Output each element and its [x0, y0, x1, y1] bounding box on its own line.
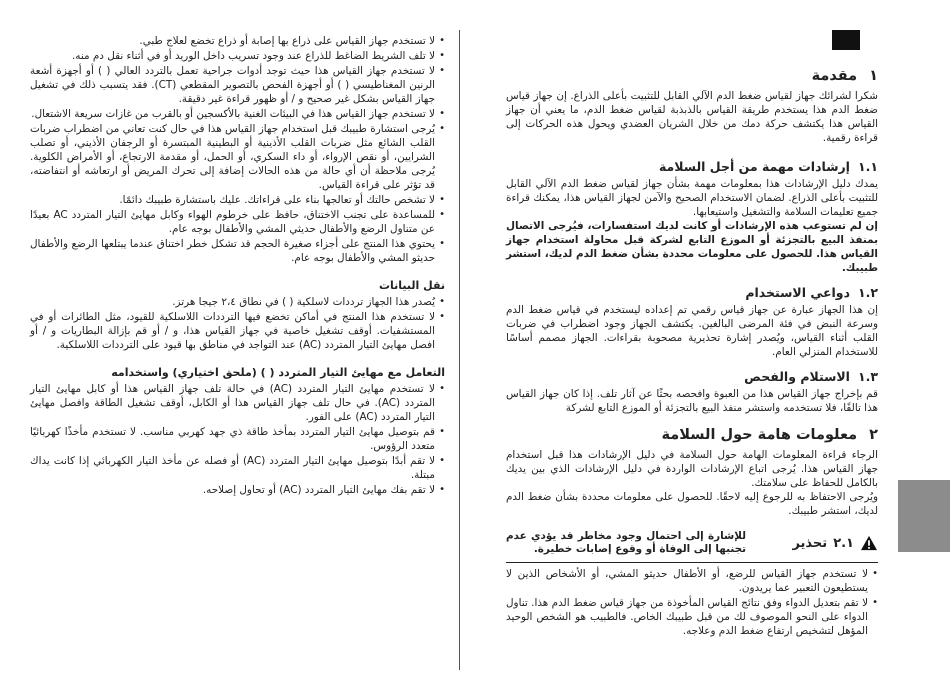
- intro-heading: [506, 68, 878, 84]
- safety-instructions-heading: [506, 159, 878, 174]
- left-column: [30, 34, 445, 498]
- warning-list-item: • لا تستخدم جهاز القياس للرضع، أو الأطفال حديثو المشي، أو الأشخاص الذين لا يستطيعون التعبير عما يريدون.: [506, 567, 878, 595]
- safety-list-item: • لا تشخص حالتك أو تعالجها بناء على قراءاتك. عليك باستشارة طبيبك دائمًا.: [30, 193, 445, 207]
- safety-instructions-number: ١.١: [857, 159, 878, 174]
- intro-body: شكرا لشرائك جهاز لقياس ضغط الدم الآلي القابل للتثبيت بأعلى الذراع. إن جهاز قياس ضغط الدم هذا يستخدم طريقة القياس بالذبذبة لقياس ضغط الدم، ما يعني أن جهاز القياس هذا يكتشف حركة دمك من خلال الشريان العضدي ويحول هذه الحركات إلى قراءة رقمية.: [506, 90, 878, 144]
- ac-adapter-list: [30, 382, 445, 497]
- ac-adapter-heading: التعامل مع مهايئ التيار المتردد ( ) (ملحق اختياري) واستخدامه: [111, 366, 445, 379]
- warning-list-item: • لا تقم بتعديل الدواء وفق نتائج القياس المأخوذة من جهاز قياس ضغط الدم هذا. تناول الدواء على النحو الموصوف لك من قبل طبيبك الخاص. فالطبيب هو الشخص الوحيد المؤهل لتشخيص ارتفاع ضغط الدم وعلاجه.: [506, 596, 878, 638]
- ac-adapter-item: • لا تستخدم مهايئ التيار المتردد (AC) في حالة تلف جهاز القياس هذا أو كابل مهايئ التيار المتردد (AC). في حال تلف جهاز القياس هذا أو الكابل، أوقف تشغيل الطاقة وافصل مهايئ التيار المتردد (AC) على الفور.: [30, 382, 445, 424]
- important-safety-body-1: الرجاء قراءة المعلومات الهامة حول السلامة في دليل الإرشادات هذا قبل استخدام جهاز القياس هذا. يُرجى اتباع الإرشادات الواردة في دليل الإرشادات الذي بين يديك بالكامل للحفاظ على سلامتك.: [506, 449, 878, 489]
- safety-instructions-body: يمدك دليل الإرشادات هذا بمعلومات مهمة بشأن جهاز لقياس ضغط الدم الآلي القابل للتثبيت بأعلى الذراع. لضمان الاستخدام الصحيح والآمن لجهاز القياس هذا، يمكنك قراءة جميع تعليمات السلامة والتشغيل واستيعابها.: [506, 178, 878, 218]
- intended-use-title: دواعي الاستخدام: [745, 285, 850, 300]
- intended-use-body: إن هذا الجهاز عبارة عن جهاز قياس رقمي تم إعداده ليستخدم في قياس ضغط الدم وسرعة النبض في فئة المرضى البالغين. يكتشف الجهاز وجود اضطراب في ضربات القلب أثناء القياس، ويُصدر إشارة تحذيرية مصحوبة بقراءات. الجهاز مصمم أساسًا للاستخدام المنزلي العام.: [506, 304, 878, 358]
- safety-list-item: • لا تستخدم جهاز القياس هذا حيث توجد أدوات جراحية تعمل بالتردد العالي ( ) أو أجهزة أشعة الرنين المغناطيسي ( ) أو أجهزة الفحص بالتصوير المقطعي (CT). فقد يتسبب ذلك في تشغيل جهاز القياس بشكل غير صحيح و / أو ظهور قراءة غير دقيقة.: [30, 64, 445, 106]
- intro-title: مقدمة: [811, 68, 858, 84]
- safety-list-item: • يحتوي هذا المنتج على أجزاء صغيرة الحجم قد تشكل خطر اختناق عندما يبتلعها الرضع والأطفال حديثو المشي والأطفال بوجه عام.: [30, 237, 445, 265]
- intended-use-number: ١.٢: [857, 285, 878, 300]
- safety-list-item: • لا تستخدم جهاز القياس على ذراع بها إصابة أو ذراع تخضع لعلاج طبي.: [30, 34, 445, 48]
- receipt-heading: [506, 369, 878, 384]
- receipt-title: الاستلام والفحص: [744, 369, 850, 384]
- important-safety-heading: [506, 427, 878, 443]
- data-transfer-heading: نقل البيانات: [378, 279, 445, 292]
- section-side-tab: [898, 480, 950, 552]
- warning-title: تحذير: [792, 535, 828, 551]
- warning-triangle-icon: [860, 535, 878, 551]
- ac-adapter-item: • لا تقم بفك مهايئ التيار المتردد (AC) أو تحاول إصلاحه.: [30, 483, 445, 497]
- warning-box: [506, 526, 878, 563]
- important-safety-number: ٢: [869, 427, 878, 443]
- right-column: [506, 34, 878, 639]
- important-safety-body-2: ويُرجى الاحتفاظ به للرجوع إليه لاحقًا. للحصول على معلومات محددة بشأن ضغط الدم لديك، استشر طبيبك.: [506, 491, 878, 517]
- safety-list-item: • يُرجى استشارة طبيبك قبل استخدام جهاز القياس هذا في حال كنت تعاني من اضطراب ضربات القلب الشائع مثل ضربات القلب الأذينية أو البطينية المبتسرة أو الرجفان الأذيني، أو تصلب الشرايين، أو نقص الإرواء، أو داء السكري، أو الحمل، أو مقدمة الارتجاع، أو الأمراض الكلوية. يُرجى ملاحظة أن أي حالة من هذه الحالات إضافة إلى تحرك المريض أو ارتعاشه أو انتفاضته، قد تؤثر على قراءة القياس.: [30, 122, 445, 192]
- intended-use-heading: [506, 285, 878, 300]
- safety-list-item: • للمساعدة على تجنب الاختناق، حافظ على خرطوم الهواء وكابل مهايئ التيار المتردد AC بعيدًا عن متناول الرضع والأطفال حديثي المشي والأطفال بوجه عام.: [30, 208, 445, 236]
- safety-instructions-bold: إن لم تستوعب هذه الإرشادات أو كانت لديك استفسارات، فيُرجى الاتصال بمنفذ البيع بالتجزئة أو الموزع التابع لشركة قبل محاولة استخدام جهاز القياس هذا. للحصول على معلومات محددة بشأن ضغط الدم لديك، استشر طبيبك.: [506, 220, 878, 274]
- data-transfer-item: • يُصدر هذا الجهاز ترددات لاسلكية ( ) في نطاق ٢،٤ جيجا هرتز.: [30, 295, 445, 309]
- warning-list: [506, 567, 878, 638]
- safety-instructions-title: إرشادات مهمة من أجل السلامة: [658, 159, 850, 174]
- data-transfer-item: • لا تستخدم هذا المنتج في أماكن تخضع فيها الترددات اللاسلكية للقيود، مثل الطائرات أو في المستشفيات. أوقف تشغيل خاصية في جهاز القياس هذا، و / أو قم بإزالة البطاريات و / أو افصل مهايئ التيار المتردد (AC) عند التواجد في مناطق بها قيود على الترددات اللاسلكية.: [30, 310, 445, 352]
- warning-title-group: [792, 535, 878, 551]
- ac-adapter-item: • لا تقم أبدًا بتوصيل مهايئ التيار المتردد (AC) أو فصله عن مأخذ التيار الكهربائي إذا كانت يداك مبتلة.: [30, 454, 445, 482]
- column-divider: [459, 30, 460, 670]
- receipt-body: قم بإخراج جهاز القياس هذا من العبوة وافحصه بحثًا عن آثار تلف. إذا كان جهاز القياس هذا تالفًا، فلا تستخدمه واستشر منفذ البيع بالتجزئة أو الموزع التابع لشركة: [506, 388, 878, 414]
- data-transfer-list: [30, 295, 445, 352]
- warning-text: للإشارة إلى احتمال وجود مخاطر قد يؤدي عدم تجنبها إلى الوفاة أو وقوع إصابات خطيرة.: [506, 530, 746, 555]
- safety-list: [30, 34, 445, 265]
- receipt-number: ١.٣: [857, 369, 878, 384]
- warning-number: ٢.١: [833, 535, 854, 551]
- safety-list-item: • لا تلف الشريط الضاغط للذراع عند وجود تسريب داخل الوريد أو في أثناء نقل دم منه.: [30, 49, 445, 63]
- safety-list-item: • لا تستخدم جهاز القياس هذا في البيئات الغنية بالأكسجين أو بالقرب من غازات سريعة الاشتعال.: [30, 107, 445, 121]
- important-safety-title: معلومات هامة حول السلامة: [661, 427, 858, 443]
- ac-adapter-item: • قم بتوصيل مهايئ التيار المتردد بمأخذ طاقة ذي جهد كهربي مناسب. لا تستخدم مأخذًا كهربائيًا متعدد الرؤوس.: [30, 425, 445, 453]
- intro-number: ١: [869, 68, 878, 84]
